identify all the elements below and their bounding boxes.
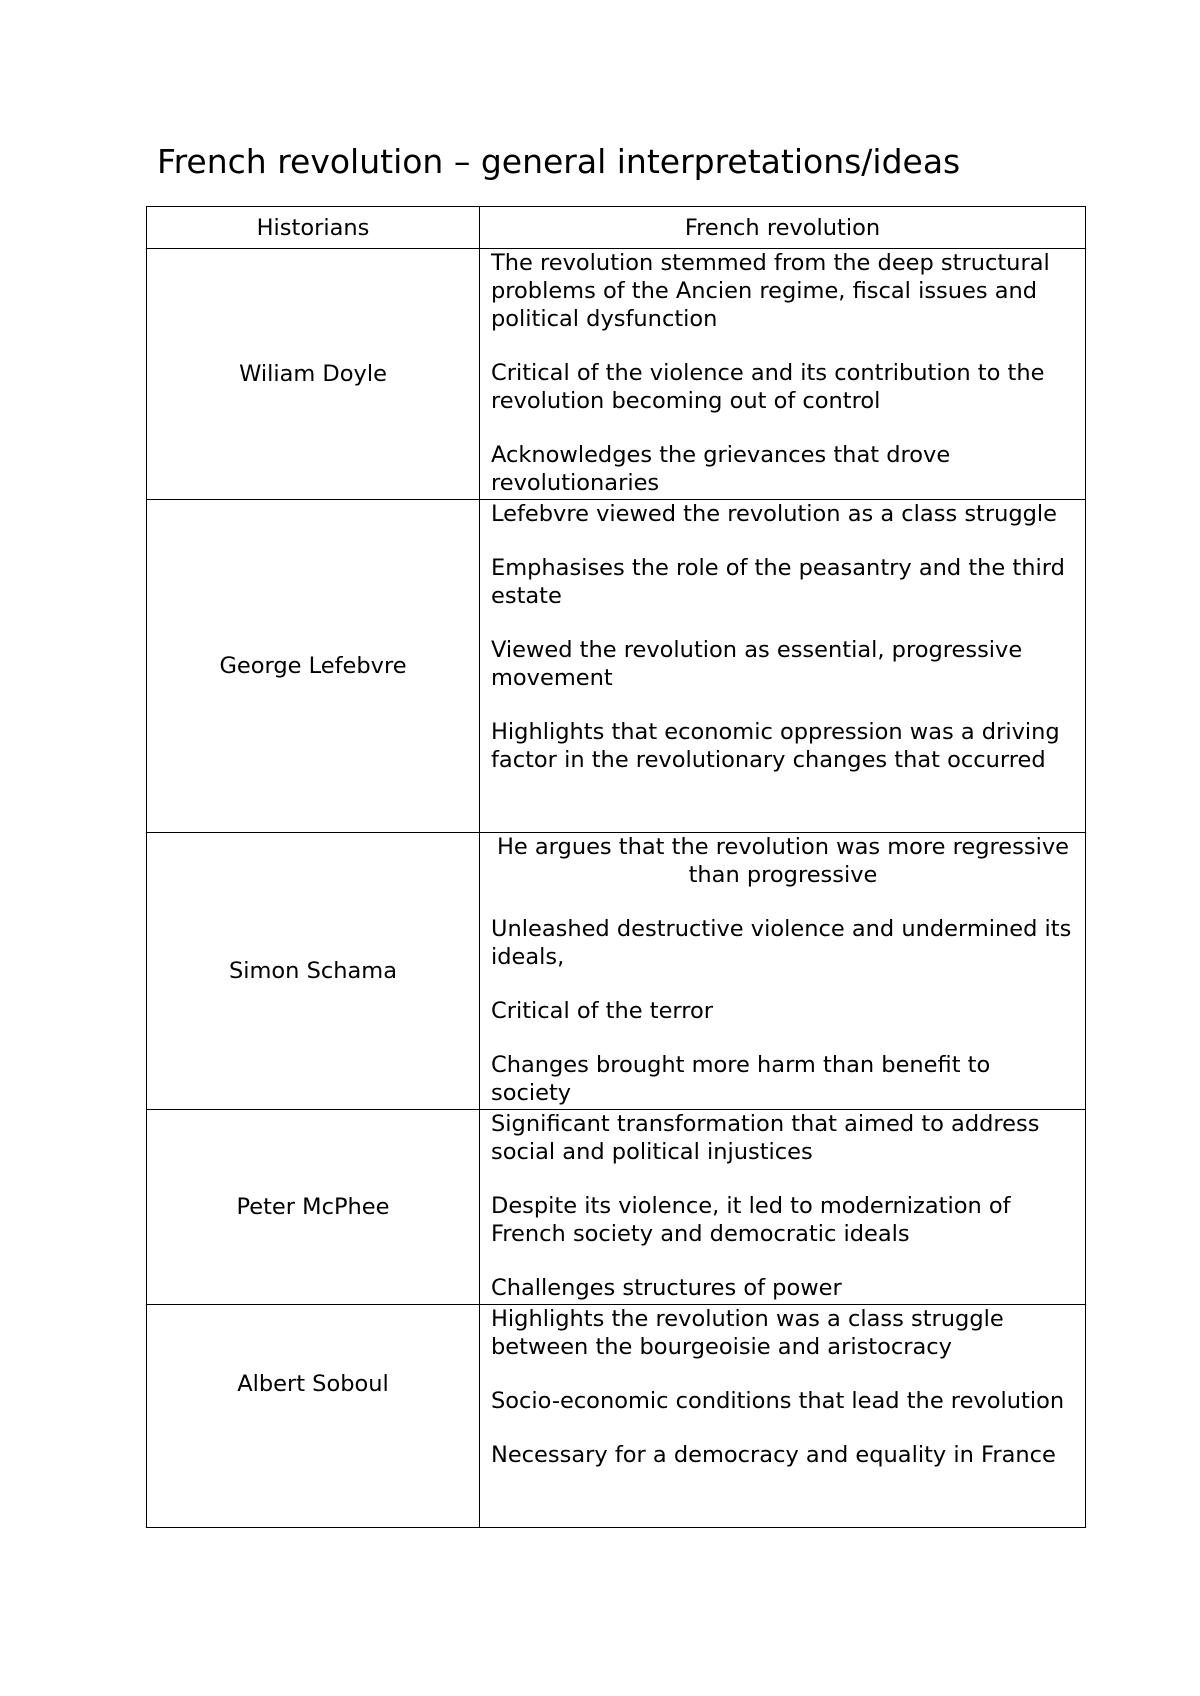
table-row — [147, 500, 1086, 833]
column-header-french-revolution: French revolution — [480, 207, 1086, 249]
interpretation-point: Changes brought more harm than benefit to society — [491, 1052, 991, 1106]
interpretation-point: Lefebvre viewed the revolution as a class struggle — [491, 501, 1058, 527]
column-header-historians: Historians — [147, 207, 480, 249]
historian-name: George Lefebvre — [147, 500, 480, 833]
interpretation-point: Highlights that economic oppression was a driving factor in the revolutionary changes that occurred — [491, 719, 1060, 773]
table-row — [147, 249, 1086, 500]
interpretation-cell — [480, 500, 1086, 833]
interpretation-point: Significant transformation that aimed to address social and political injustices — [491, 1111, 1040, 1165]
interpretation-point: Critical of the terror — [491, 998, 714, 1024]
interpretation-cell — [480, 249, 1086, 500]
interpretation-point: Necessary for a democracy and equality in France — [491, 1442, 1056, 1468]
table-row — [147, 1305, 1086, 1528]
historian-name: Albert Soboul — [147, 1305, 480, 1528]
interpretation-cell — [480, 1110, 1086, 1305]
interpretation-point: Unleashed destructive violence and undermined its ideals, — [491, 916, 1072, 970]
historian-name: Simon Schama — [147, 833, 480, 1110]
interpretation-point: Challenges structures of power — [491, 1275, 842, 1301]
interpretation-point: The revolution stemmed from the deep structural problems of the Ancien regime, fiscal issues and political dysfunction — [491, 250, 1050, 332]
historian-name: Wiliam Doyle — [147, 249, 480, 500]
interpretations-table — [146, 206, 1086, 1528]
interpretation-point: Critical of the violence and its contribution to the revolution becoming out of control — [491, 360, 1045, 414]
table-row — [147, 833, 1086, 1110]
historian-name: Peter McPhee — [147, 1110, 480, 1305]
interpretation-cell — [480, 833, 1086, 1110]
interpretation-point: He argues that the revolution was more regressive than progressive — [496, 834, 1069, 888]
interpretation-point: Highlights the revolution was a class struggle between the bourgeoisie and aristocracy — [491, 1306, 1004, 1360]
page-title: French revolution – general interpretations/ideas — [157, 142, 961, 181]
interpretation-point: Emphasises the role of the peasantry and the third estate — [491, 555, 1065, 609]
table-row — [147, 1110, 1086, 1305]
interpretation-point: Socio-economic conditions that lead the revolution — [491, 1388, 1065, 1414]
interpretation-point: Acknowledges the grievances that drove revolutionaries — [491, 442, 951, 496]
table-header-row — [147, 207, 1086, 249]
interpretation-point: Viewed the revolution as essential, progressive movement — [491, 637, 1023, 691]
interpretation-point: Despite its violence, it led to modernization of French society and democratic ideals — [491, 1193, 1011, 1247]
interpretation-cell — [480, 1305, 1086, 1528]
